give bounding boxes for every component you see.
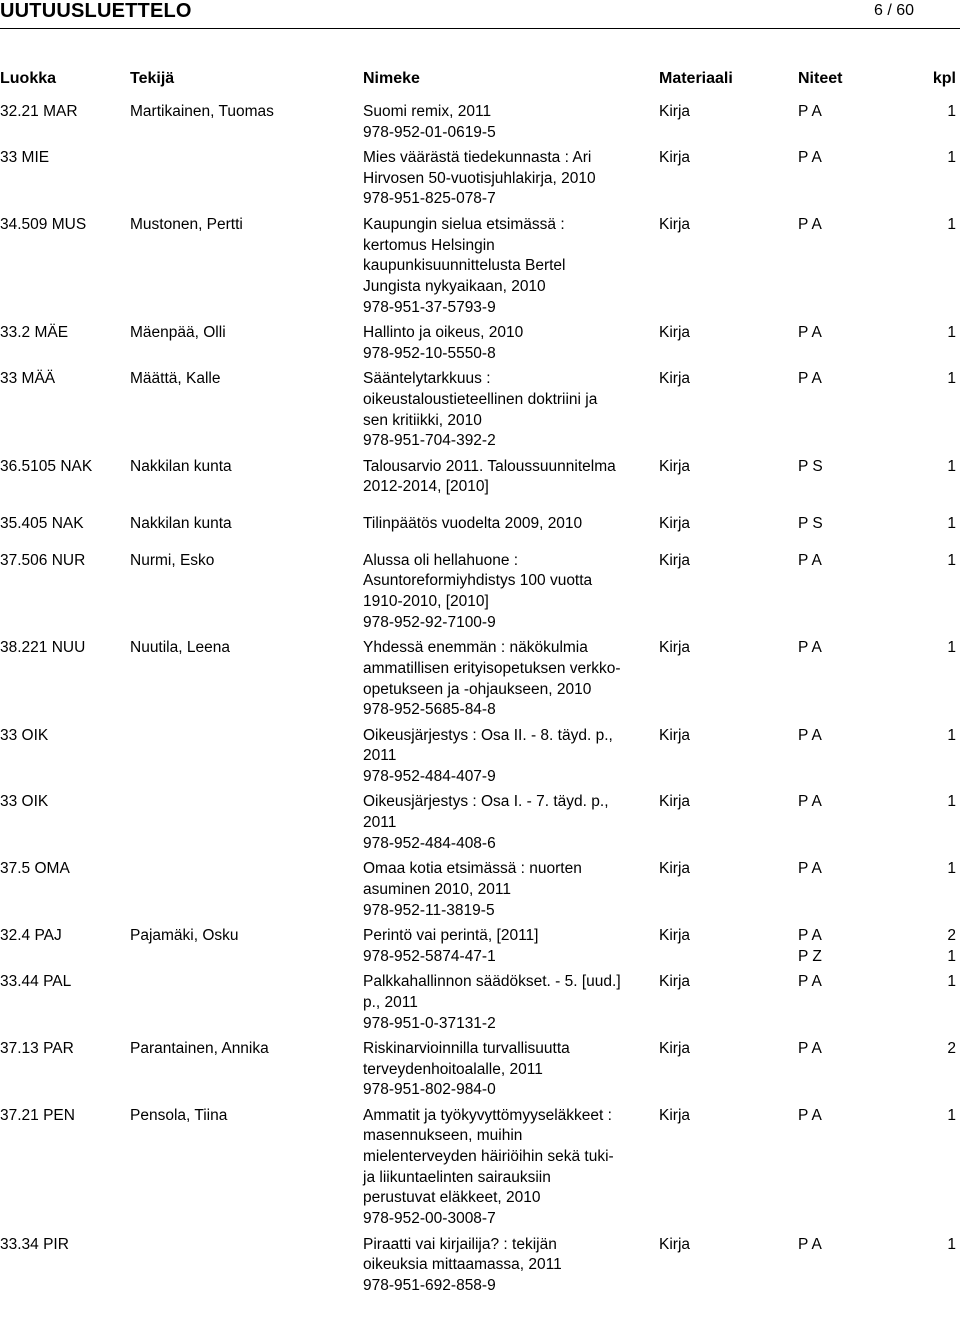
entry-tekija: Nakkilan kunta <box>130 515 232 533</box>
column-header-nimeke: Nimeke <box>363 70 420 87</box>
entry-nimeke: Alussa oli hellahuone : Asuntoreformiyhdistys 100 vuotta 1910-2010, [2010] <box>363 551 593 611</box>
entry-nimeke: Hallinto ja oikeus, 2010 <box>363 324 524 342</box>
entry-luokka: 37.13 PAR <box>0 1039 74 1057</box>
entry-isbn: 978-951-37-5793-9 <box>363 298 496 316</box>
entry-luokka: 33.34 PIR <box>0 1235 69 1253</box>
entry-luokka: 34.509 MUS <box>0 215 87 233</box>
catalog-entry <box>0 323 960 364</box>
catalog-entry <box>0 457 960 498</box>
column-header-niteet: Niteet <box>798 70 843 87</box>
entry-niteet: P A <box>798 927 822 945</box>
entry-nimeke: Piraatti vai kirjailija? : tekijän oikeuksia mittaamassa, 2011 <box>363 1235 562 1274</box>
entry-kpl: 1 <box>947 551 956 569</box>
entry-nimeke: Omaa kotia etsimässä : nuorten asuminen 2010, 2011 <box>363 860 582 898</box>
entry-luokka: 38.221 NUU <box>0 639 86 657</box>
catalog-entry <box>0 148 960 210</box>
catalog-entry <box>0 792 960 854</box>
entry-nimeke: Sääntelytarkkuus : oikeustaloustieteellinen doktriini ja sen kritiikki, 2010 <box>363 370 598 429</box>
entry-materiaali: Kirja <box>659 551 691 569</box>
entry-tekija: Pensola, Tiina <box>130 1106 228 1124</box>
entry-niteet: P A <box>798 860 822 878</box>
entry-materiaali: Kirja <box>659 1039 691 1057</box>
catalog-entry <box>0 926 960 967</box>
entry-kpl: 1 <box>947 726 956 744</box>
catalog-entry <box>0 1039 960 1101</box>
entry-niteet: P A <box>798 1235 822 1253</box>
entry-isbn: 978-951-704-392-2 <box>363 432 496 450</box>
entry-niteet: P A <box>798 551 822 569</box>
entry-niteet: P A <box>798 973 822 991</box>
entry-materiaali: Kirja <box>659 927 691 945</box>
entry-nimeke: Kaupungin sielua etsimässä : kertomus Helsingin kaupunkisuunnittelusta Bertel Jungista nykyaikaan, 2010 <box>363 215 566 295</box>
catalog-entry <box>0 972 960 1034</box>
entry-subline <box>0 189 960 210</box>
entry-subline <box>0 767 960 788</box>
entry-subline <box>0 1080 960 1101</box>
entry-nimeke: Oikeusjärjestys : Osa II. - 8. täyd. p., 2011 <box>363 726 613 765</box>
entry-niteet: P S <box>798 515 823 533</box>
catalog-entry <box>0 551 960 634</box>
entry-subline <box>0 1014 960 1035</box>
entry-nimeke: Yhdessä enemmän : näkökulmia ammatillisen erityisopetuksen verkko-opetukseen ja -ohjaukseen, 2010 <box>363 639 621 698</box>
entry-subline <box>0 834 960 855</box>
entry-niteet: P A <box>798 726 822 744</box>
entry-kpl: 1 <box>947 149 956 167</box>
catalog-entry <box>0 859 960 921</box>
document-title: UUTUUSLUETTELO <box>0 0 192 22</box>
catalog-entry <box>0 369 960 452</box>
entry-kpl: 1 <box>947 1106 956 1124</box>
entry-kpl: 1 <box>947 215 956 233</box>
entry-nimeke: Talousarvio 2011. Taloussuunnitelma 2012-2014, [2010] <box>363 457 616 496</box>
entry-materiaali: Kirja <box>659 1106 691 1124</box>
entry-niteet: P A <box>798 149 822 167</box>
entry-luokka: 37.5 OMA <box>0 860 70 878</box>
entry-tekija: Mustonen, Pertti <box>130 215 243 233</box>
entry-tekija: Martikainen, Tuomas <box>130 103 274 120</box>
catalog-entry <box>0 1106 960 1230</box>
entry-luokka: 32.4 PAJ <box>0 927 62 945</box>
entry-isbn: 978-952-00-3008-7 <box>363 1210 496 1228</box>
entry-materiaali: Kirja <box>659 515 691 533</box>
entry-tekija: Nurmi, Esko <box>130 551 215 569</box>
entry-materiaali: Kirja <box>659 149 691 167</box>
entry-kpl: 2 <box>947 927 956 945</box>
entry-materiaali: Kirja <box>659 103 691 120</box>
entry-nimeke: Oikeusjärjestys : Osa I. - 7. täyd. p., 2011 <box>363 793 609 832</box>
entry-tekija: Nakkilan kunta <box>130 457 232 475</box>
entry-niteet: P A <box>798 370 822 388</box>
entry-isbn: 978-952-5685-84-8 <box>363 701 496 719</box>
entry-luokka: 37.21 PEN <box>0 1106 75 1124</box>
entry-luokka: 33.44 PAL <box>0 973 72 991</box>
entry-subline <box>0 1209 960 1230</box>
entry-isbn: 978-952-5874-47-1 <box>363 947 496 965</box>
entry-luokka: 33 MIE <box>0 149 50 167</box>
entry-luokka: 35.405 NAK <box>0 515 84 533</box>
entry-subline <box>0 431 960 452</box>
entry-materiaali: Kirja <box>659 457 691 475</box>
page-header <box>0 0 960 29</box>
entry-isbn: 978-952-01-0619-5 <box>363 123 496 141</box>
entry-subline <box>0 1276 960 1297</box>
entry-materiaali: Kirja <box>659 860 691 878</box>
catalog-entry <box>0 514 960 535</box>
entry-materiaali: Kirja <box>659 1235 691 1253</box>
column-header-luokka: Luokka <box>0 70 57 87</box>
entry-kpl: 2 <box>947 1039 956 1057</box>
entry-niteet: P A <box>798 215 822 233</box>
entry-materiaali: Kirja <box>659 793 691 811</box>
entry-tekija: Määttä, Kalle <box>130 370 221 388</box>
entry-kpl: 1 <box>947 639 956 657</box>
entry-isbn: 978-952-11-3819-5 <box>363 901 495 919</box>
entry-isbn: 978-951-0-37131-2 <box>363 1014 496 1032</box>
entry-nimeke: Suomi remix, 2011 <box>363 103 492 120</box>
entry-tekija: Mäenpää, Olli <box>130 324 226 342</box>
entry-isbn: 978-952-484-407-9 <box>363 768 496 786</box>
entry-subline <box>0 344 960 365</box>
entry-nimeke: Mies väärästä tiedekunnasta : Ari Hirvosen 50-vuotisjuhlakirja, 2010 <box>363 149 596 187</box>
entry-tekija: Parantainen, Annika <box>130 1039 269 1057</box>
entry-kpl: 1 <box>947 103 956 120</box>
entry-materiaali: Kirja <box>659 639 691 657</box>
entry-isbn: 978-952-10-5550-8 <box>363 344 496 362</box>
entry-materiaali: Kirja <box>659 726 691 744</box>
entry-isbn: 978-951-825-078-7 <box>363 190 496 208</box>
entry-isbn: 978-951-692-858-9 <box>363 1276 496 1294</box>
entry-isbn: 978-952-484-408-6 <box>363 834 496 852</box>
entry-luokka: 32.21 MAR <box>0 103 78 120</box>
entry-nimeke: Riskinarvioinnilla turvallisuutta terveydenhoitoalalle, 2011 <box>363 1039 570 1078</box>
entry-niteet: P A <box>798 639 822 657</box>
catalog-list <box>0 102 960 1301</box>
catalog-entry <box>0 638 960 721</box>
entry-materiaali: Kirja <box>659 324 691 342</box>
entry-luokka: 33 OIK <box>0 793 49 811</box>
column-header-materiaali: Materiaali <box>659 70 733 87</box>
catalog-entry <box>0 102 960 143</box>
entry-luokka: 33.2 MÄE <box>0 324 69 342</box>
catalog-entry <box>0 1235 960 1297</box>
entry-niteet: P S <box>798 457 823 475</box>
entry-subline <box>0 123 960 144</box>
entry-luokka: 33 MÄÄ <box>0 370 56 388</box>
entry-subline <box>0 947 960 968</box>
entry-subline <box>0 613 960 634</box>
entry-niteet: P A <box>798 103 822 120</box>
entry-kpl: 1 <box>947 324 956 342</box>
entry-kpl-secondary: 1 <box>947 947 956 965</box>
entry-subline <box>0 298 960 319</box>
entry-materiaali: Kirja <box>659 370 691 388</box>
catalog-entry <box>0 726 960 788</box>
entry-materiaali: Kirja <box>659 973 691 991</box>
entry-niteet: P A <box>798 1106 822 1124</box>
entry-isbn: 978-951-802-984-0 <box>363 1081 496 1099</box>
page-number: 6 / 60 <box>873 2 914 19</box>
entry-niteet: P A <box>798 324 822 342</box>
entry-kpl: 1 <box>947 457 956 475</box>
entry-luokka: 36.5105 NAK <box>0 457 93 475</box>
column-header-tekija: Tekijä <box>130 70 175 87</box>
entry-subline <box>0 901 960 922</box>
entry-nimeke: Palkkahallinnon säädökset. - 5. [uud.] p., 2011 <box>363 973 621 1011</box>
entry-nimeke: Perintö vai perintä, [2011] <box>363 927 539 945</box>
entry-tekija: Pajamäki, Osku <box>130 927 239 945</box>
entry-niteet: P A <box>798 1039 822 1057</box>
entry-kpl: 1 <box>947 1235 956 1253</box>
column-header-kpl: kpl <box>932 70 956 87</box>
entry-kpl: 1 <box>947 515 956 533</box>
entry-kpl: 1 <box>947 860 956 878</box>
entry-materiaali: Kirja <box>659 215 691 233</box>
entry-kpl: 1 <box>947 793 956 811</box>
entry-kpl: 1 <box>947 973 956 991</box>
entry-luokka: 33 OIK <box>0 726 49 744</box>
entry-subline <box>0 700 960 721</box>
catalog-entry <box>0 215 960 319</box>
entry-nimeke: Tilinpäätös vuodelta 2009, 2010 <box>363 515 583 533</box>
entry-kpl: 1 <box>947 370 956 388</box>
entry-isbn: 978-952-92-7100-9 <box>363 613 496 631</box>
entry-luokka: 37.506 NUR <box>0 551 86 569</box>
entry-tekija: Nuutila, Leena <box>130 639 230 657</box>
entry-niteet: P A <box>798 793 822 811</box>
entry-niteet-secondary: P Z <box>798 947 822 965</box>
entry-nimeke: Ammatit ja työkyvyttömyyseläkkeet : masennukseen, muihin mielenterveyden häiriöihin sekä tuki- ja liikuntaelinten sairauksiin perustuvat eläkkeet, 2010 <box>363 1106 614 1207</box>
